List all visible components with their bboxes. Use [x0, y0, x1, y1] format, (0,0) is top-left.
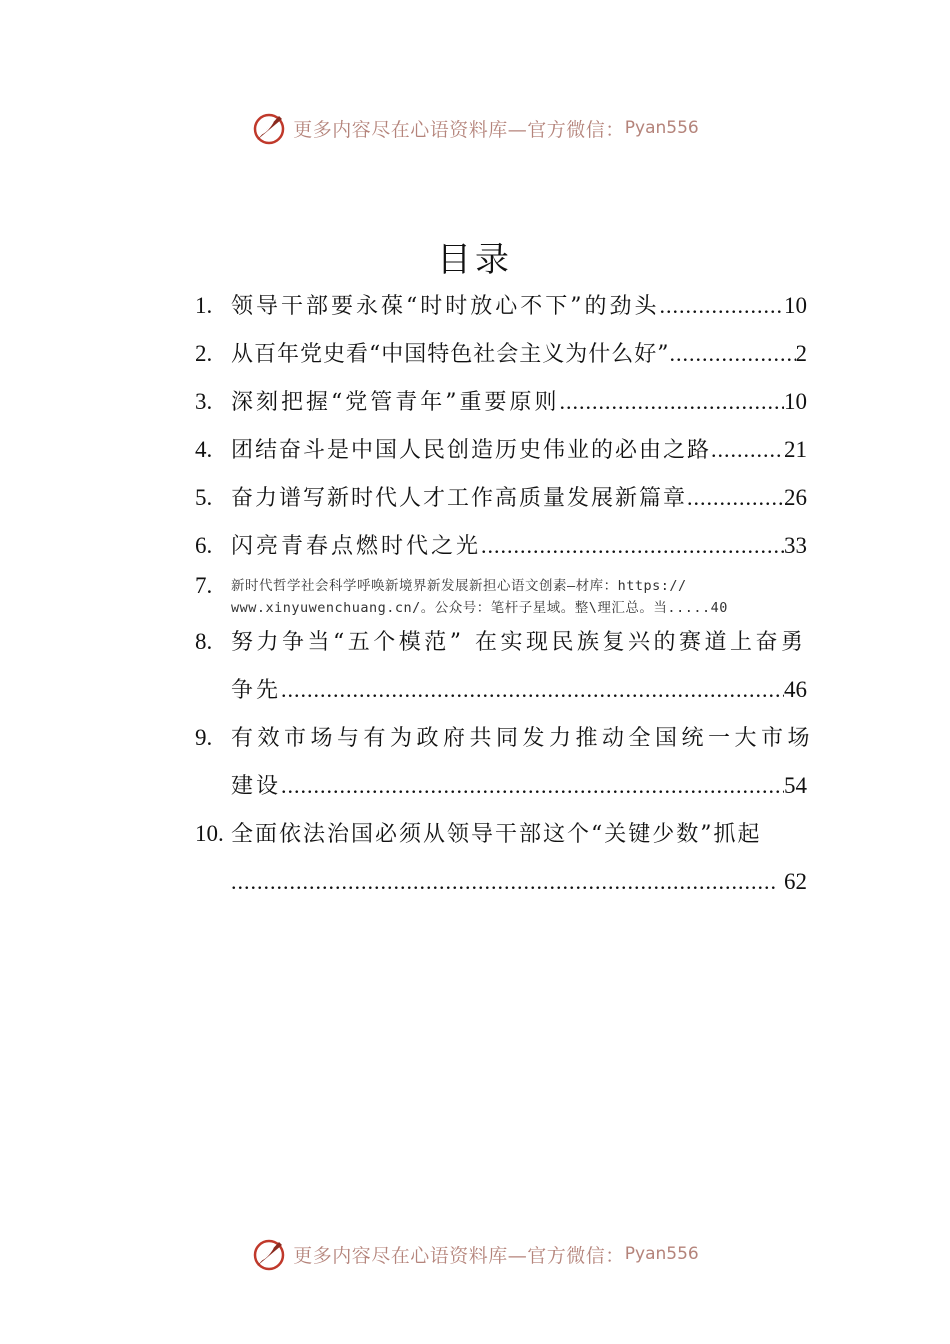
- toc-title-line-2: www.xinyuwenchuang.cn/。公众号：笔杆子星域。整\理汇总。当.....40: [231, 600, 728, 616]
- toc-number: 2.: [195, 341, 213, 366]
- toc-page: 33: [784, 533, 807, 558]
- toc-title: 领导干部要永葆“时时放心不下”的劲头: [231, 294, 660, 319]
- toc-number: 3.: [195, 389, 213, 414]
- table-of-contents: [195, 282, 815, 906]
- toc-entry[interactable]: [195, 282, 807, 330]
- toc-entry[interactable]: [195, 570, 807, 618]
- toc-entry[interactable]: [195, 474, 807, 522]
- toc-title-line-1: 有效市场与有为政府共同发力推动全国统一大市场: [231, 726, 815, 751]
- toc-entry[interactable]: [195, 714, 815, 810]
- toc-leader: [231, 858, 778, 906]
- banner-text: 更多内容尽在心语资料库—官方微信：: [293, 1244, 625, 1267]
- banner-wechat-id: Pyan556: [624, 118, 699, 138]
- toc-title: 闪亮青春点燃时代之光: [231, 534, 482, 559]
- toc-entry[interactable]: [195, 330, 807, 378]
- toc-title-line-1: 全面依法治国必须从领导干部这个“关键少数”抓起: [231, 822, 762, 847]
- toc-title: 深刻把握“党管青年”重要原则: [231, 390, 560, 415]
- toc-entry[interactable]: [195, 426, 807, 474]
- toc-page: 62: [784, 869, 807, 894]
- quill-logo-icon: [251, 1236, 287, 1272]
- toc-title: 奋力谱写新时代人才工作高质量发展新篇章: [231, 486, 688, 511]
- toc-leader: [481, 522, 784, 570]
- toc-leader: [560, 378, 785, 426]
- toc-number: 1.: [195, 293, 213, 318]
- toc-number: 5.: [195, 485, 213, 510]
- toc-title-line-2: 争先: [231, 678, 282, 703]
- toc-page: 21: [784, 437, 807, 462]
- toc-number: 4.: [195, 437, 213, 462]
- toc-title-line-1: 努力争当“五个模范” 在实现民族复兴的赛道上奋勇: [231, 630, 807, 655]
- page-title: 目录: [437, 240, 513, 280]
- toc-leader: [281, 666, 784, 714]
- toc-number: 9.: [195, 725, 213, 750]
- toc-leader: [711, 426, 784, 474]
- toc-leader: [670, 330, 796, 378]
- banner-wechat-id: Pyan556: [624, 1244, 699, 1264]
- toc-number: 7.: [195, 573, 213, 598]
- toc-title: 从百年党史看“中国特色社会主义为什么好”: [231, 342, 670, 367]
- banner-text: 更多内容尽在心语资料库—官方微信：: [293, 118, 625, 141]
- toc-entry[interactable]: [195, 522, 807, 570]
- toc-entry[interactable]: [195, 378, 807, 426]
- toc-page: 10: [784, 389, 807, 414]
- toc-title-line-2: 建设: [231, 774, 282, 799]
- header-banner: [0, 108, 950, 148]
- toc-entry[interactable]: [195, 810, 807, 906]
- toc-page: 2: [795, 341, 807, 366]
- toc-title: 团结奋斗是中国人民创造历史伟业的必由之路: [231, 438, 712, 463]
- toc-page: 26: [784, 485, 807, 510]
- toc-number: 6.: [195, 533, 213, 558]
- footer-banner: [0, 1234, 950, 1274]
- toc-leader: [660, 282, 785, 330]
- toc-leader: [281, 762, 784, 810]
- toc-leader: [687, 474, 784, 522]
- toc-number: 10.: [195, 821, 224, 846]
- toc-title-line-1: 新时代哲学社会科学呼唤新境界新发展新担心语文创素—材库：https://: [231, 578, 687, 594]
- toc-page: 10: [784, 293, 807, 318]
- toc-number: 8.: [195, 629, 213, 654]
- toc-entry[interactable]: [195, 618, 807, 714]
- quill-logo-icon: [251, 110, 287, 146]
- toc-page: 46: [784, 677, 807, 702]
- toc-page: 54: [784, 773, 807, 798]
